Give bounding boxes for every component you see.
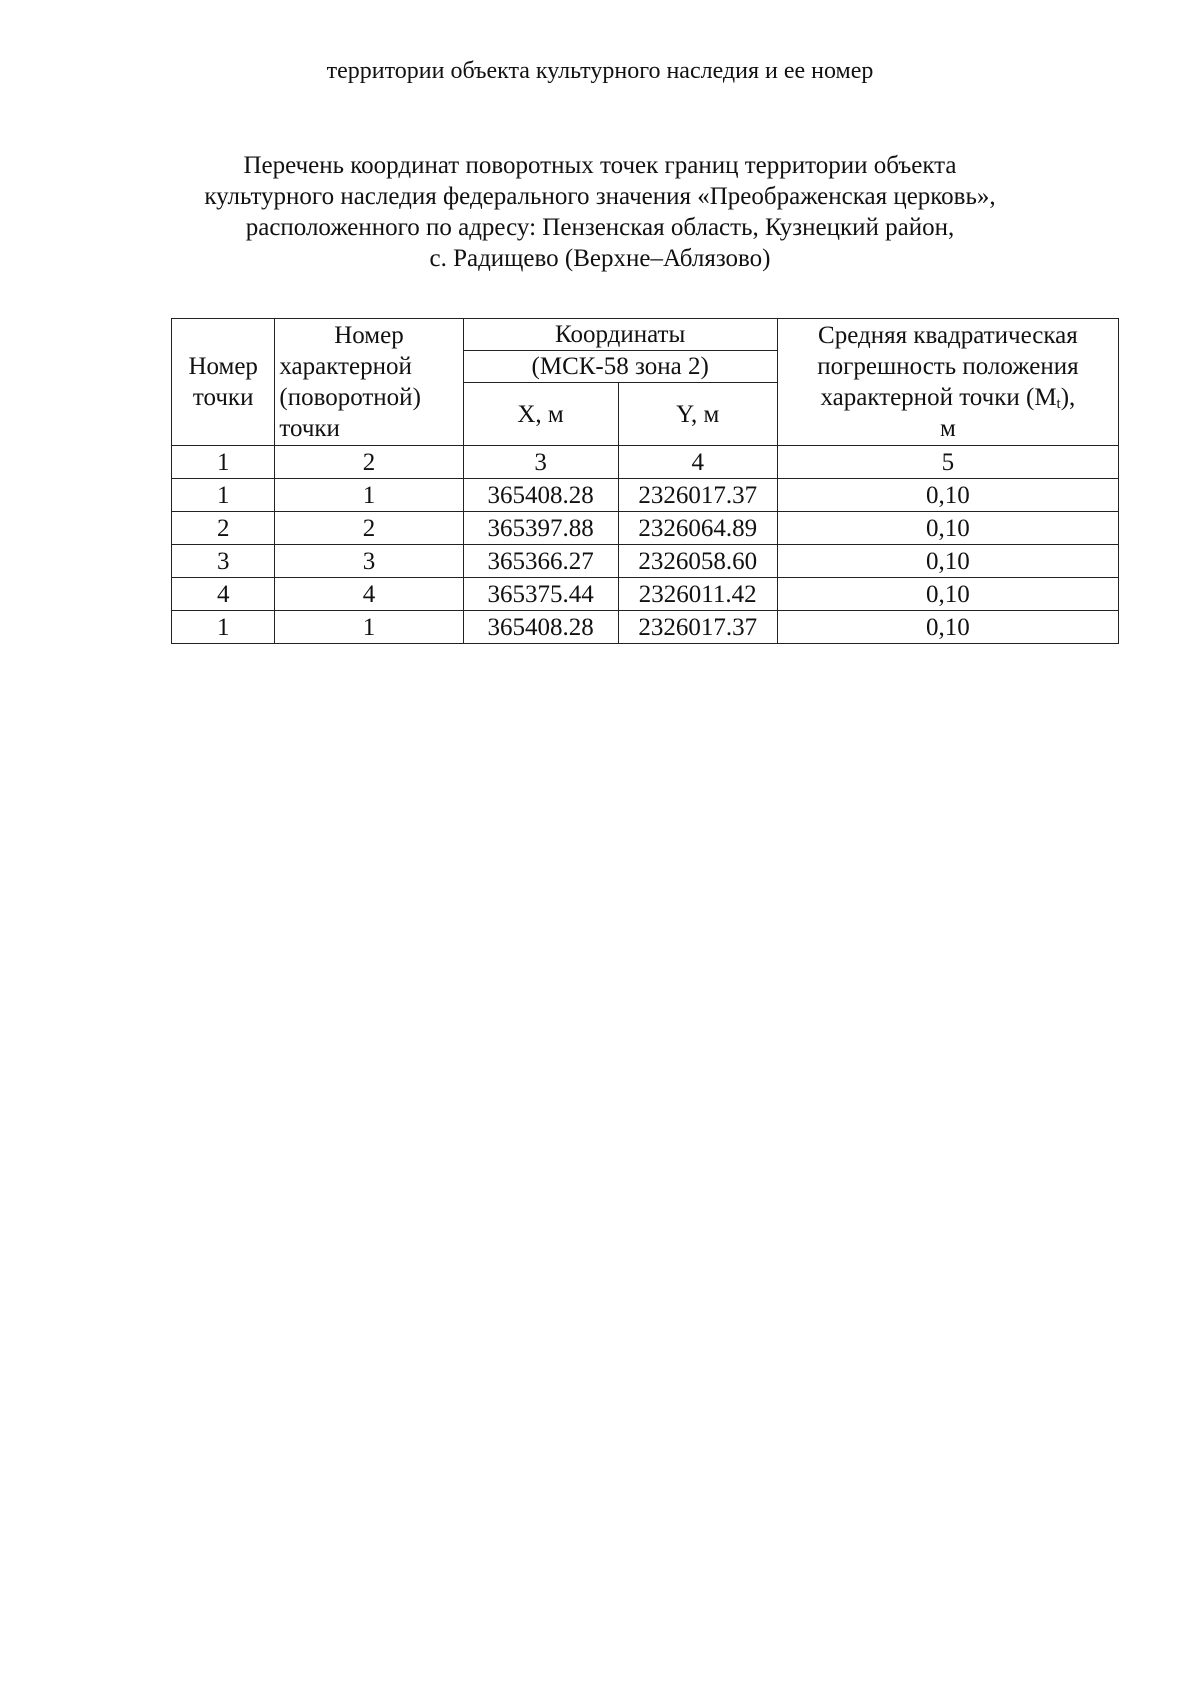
title-line: расположенного по адресу: Пензенская область, Кузнецкий район, bbox=[245, 214, 955, 241]
coordinates-table bbox=[171, 318, 1119, 644]
characteristic-point-number: 1 bbox=[275, 479, 463, 512]
header-coordinate-system: (МСК-58 зона 2) bbox=[463, 351, 777, 383]
header-line: характерной bbox=[279, 353, 412, 380]
title-line: культурного наследия федерального значения «Преображенская церковь», bbox=[204, 183, 996, 210]
table-row bbox=[172, 545, 1119, 578]
title-line: с. Радищево (Верхне–Аблязово) bbox=[429, 245, 771, 272]
header-line: характерной точки $(M_t)$, bbox=[820, 384, 1076, 412]
header-line: Средняя квадратическая bbox=[818, 322, 1078, 349]
x-coordinate: 365397.88 bbox=[463, 512, 618, 545]
x-coordinate: 365408.28 bbox=[463, 479, 618, 512]
header-line: м bbox=[939, 415, 956, 442]
table-header bbox=[172, 319, 1119, 446]
table-cell: 5 bbox=[777, 446, 1118, 479]
header-point-number: Номер точки bbox=[172, 319, 275, 446]
table-cell: 1 bbox=[172, 446, 275, 479]
column-number-row bbox=[172, 446, 1119, 479]
table-row bbox=[172, 578, 1119, 611]
mean-square-error: 0,10 bbox=[777, 545, 1118, 578]
characteristic-point-number: 3 bbox=[275, 545, 463, 578]
table-cell: 2 bbox=[275, 446, 463, 479]
header-line: (поворотной) bbox=[279, 384, 421, 411]
table-cell: 3 bbox=[463, 446, 618, 479]
characteristic-point-number: 2 bbox=[275, 512, 463, 545]
point-number: 1 bbox=[172, 479, 275, 512]
characteristic-point-number: 1 bbox=[275, 611, 463, 644]
mean-square-error: 0,10 bbox=[777, 611, 1118, 644]
header-y: Y, м bbox=[618, 383, 777, 446]
point-number: 4 bbox=[172, 578, 275, 611]
x-coordinate: 365366.27 bbox=[463, 545, 618, 578]
mean-square-error: 0,10 bbox=[777, 512, 1118, 545]
table-row bbox=[172, 479, 1119, 512]
y-coordinate: 2326064.89 bbox=[618, 512, 777, 545]
table-cell: 4 bbox=[618, 446, 777, 479]
header-caption: территории объекта культурного наследия и ее номер bbox=[326, 58, 874, 84]
characteristic-point-number: 4 bbox=[275, 578, 463, 611]
y-coordinate: 2326011.42 bbox=[618, 578, 777, 611]
header-characteristic-point bbox=[275, 319, 463, 446]
point-number: 2 bbox=[172, 512, 275, 545]
y-coordinate: 2326017.37 bbox=[618, 479, 777, 512]
table-row bbox=[172, 611, 1119, 644]
mean-square-error: 0,10 bbox=[777, 578, 1118, 611]
table-body bbox=[172, 446, 1119, 644]
mean-square-error: 0,10 bbox=[777, 479, 1118, 512]
subscript-t: t bbox=[1056, 396, 1061, 412]
document-title bbox=[100, 150, 1100, 274]
header-line: погрешность положения bbox=[817, 353, 1079, 380]
table-row bbox=[172, 512, 1119, 545]
point-number: 3 bbox=[172, 545, 275, 578]
header-coordinates: Координаты bbox=[463, 319, 777, 351]
header-line: Номер bbox=[334, 322, 404, 349]
point-number: 1 bbox=[172, 611, 275, 644]
x-coordinate: 365408.28 bbox=[463, 611, 618, 644]
x-coordinate: 365375.44 bbox=[463, 578, 618, 611]
header-mean-square-error bbox=[777, 319, 1118, 446]
header-line: точки bbox=[279, 415, 340, 442]
title-line: Перечень координат поворотных точек границ территории объекта bbox=[243, 152, 957, 179]
y-coordinate: 2326017.37 bbox=[618, 611, 777, 644]
header-x: X, м bbox=[463, 383, 618, 446]
y-coordinate: 2326058.60 bbox=[618, 545, 777, 578]
